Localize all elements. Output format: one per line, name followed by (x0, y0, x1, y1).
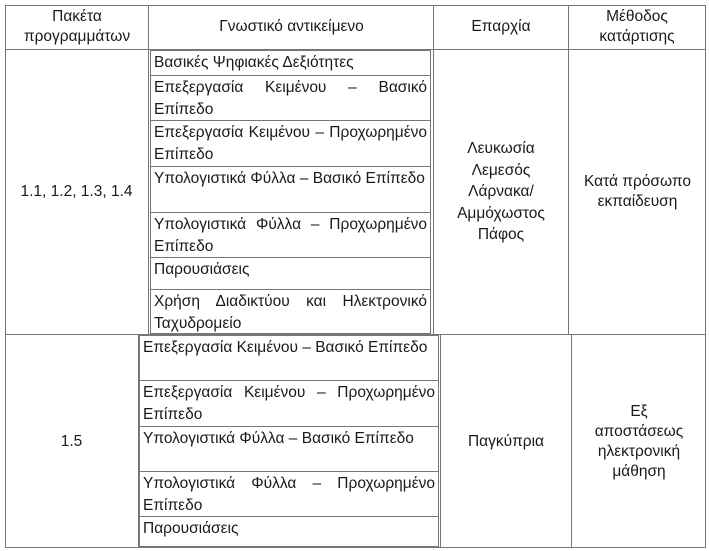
group2-method: Εξ αποστάσεως ηλεκτρονική μάθηση (594, 402, 684, 480)
group2-topic: Επεξεργασία Κειμένου – Προχωρημένο Επίπεδο (139, 380, 439, 427)
header-topic: Γνωστικό αντικείμενο (219, 18, 364, 35)
header-packages: Πακέτα προγραμμάτων (23, 8, 131, 45)
group1-region: Λευκωσία Λεμεσός Λάρνακα/ Αμμόχωστος Πάφος (457, 140, 545, 244)
col-divider (568, 5, 569, 49)
group1-topic: Χρήση Διαδικτύου και Ηλεκτρονικό Ταχυδρομείο (150, 289, 431, 334)
group2-topic: Παρουσιάσεις (139, 516, 439, 547)
col-divider (148, 5, 149, 49)
group2-region: Παγκύπρια (467, 432, 545, 450)
group2-topic: Επεξεργασία Κειμένου – Βασικό Επίπεδο (139, 335, 439, 381)
group1-topic: Επεξεργασία Κειμένου – Βασικό Επίπεδο (150, 75, 431, 121)
group2-topic: Υπολογιστικά Φύλλα – Βασικό Επίπεδο (139, 426, 439, 472)
header-region: Επαρχία (471, 18, 531, 35)
group1-topic: Υπολογιστικά Φύλλα – Βασικό Επίπεδο (150, 166, 431, 213)
group2-topic: Υπολογιστικά Φύλλα – Προχωρημένο Επίπεδο (139, 471, 439, 517)
group1-topic: Επεξεργασία Κειμένου – Προχωρημένο Επίπεδο (150, 120, 431, 167)
group1-packages: 1.1, 1.2, 1.3, 1.4 (20, 183, 133, 200)
group2-packages: 1.5 (60, 432, 83, 450)
col-divider (148, 49, 149, 335)
group1-topic: Βασικές Ψηφιακές Δεξιότητες (150, 50, 431, 76)
col-divider (433, 5, 434, 49)
group1-topic: Υπολογιστικά Φύλλα – Προχωρημένο Επίπεδο (150, 212, 431, 258)
group1-topic: Παρουσιάσεις (150, 257, 431, 290)
header-method: Μέθοδος κατάρτισης (599, 8, 675, 45)
group1-method: Κατά πρόσωπο εκπαίδευση (584, 173, 691, 210)
